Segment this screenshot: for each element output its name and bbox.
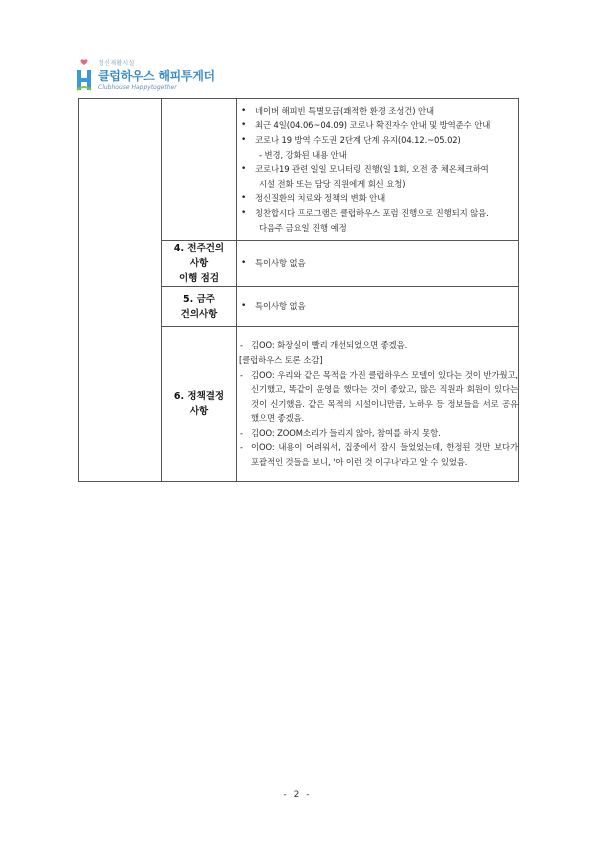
- row-label-line: 5. 금주: [183, 293, 215, 305]
- bullet-item: • 특이사항 없음: [237, 256, 518, 271]
- row-label: [162, 99, 237, 241]
- row-content: [237, 241, 519, 287]
- page-number: - 2 -: [283, 790, 312, 800]
- row-content: [237, 327, 519, 482]
- clubhouse-logo-mark-icon: [74, 58, 94, 92]
- opinion-item: - 김OO: 화장실이 빨리 개선되었으면 좋겠음.: [237, 338, 518, 353]
- bullet-item: • 정신질환의 치료와 정책의 변화 안내: [237, 191, 518, 206]
- row-content: [237, 99, 519, 241]
- row-label-line: 사항: [189, 406, 209, 417]
- left-margin-cell: [79, 99, 162, 482]
- row-label-line: 건의사항: [180, 308, 218, 320]
- row-label-line: 6. 정책결정: [173, 391, 225, 402]
- clubhouse-logo: [74, 54, 234, 96]
- row-label: [162, 241, 237, 287]
- list-item: 시설 전화 또는 담당 직원에게 회신 요청): [259, 178, 406, 189]
- logo-english-title: Clubhouse Happytogether: [98, 84, 177, 91]
- row-label-line: 이행 점검: [178, 273, 219, 284]
- row-label-line: 4. 전주건의: [173, 243, 225, 254]
- bullet-item: • 네이버 해피빈 특별모금(쾌적한 환경 조성건) 안내: [237, 104, 518, 119]
- list-item: - 변경, 강화된 내용 안내: [259, 149, 347, 160]
- opinion-item: - 이OO: 내용이 어려워서, 집중에서 잠시 들었었는데, 한정된 것만 보다가 포괄적인 것들을 보니, '아 이런 것 이구나'라고 알 수 있었음.: [237, 440, 518, 469]
- bullet-item: • 최근 4일(04.06~04.09) 코로나 확진자수 안내 및 방역준수 안내: [237, 118, 518, 133]
- minutes-table: [78, 98, 519, 482]
- table-row: [79, 99, 519, 241]
- row-content: [237, 287, 519, 327]
- row-label: [162, 327, 237, 482]
- opinion-item: - 김OO: ZOOM소리가 들리지 않아, 참여를 하지 못함.: [237, 426, 518, 441]
- row-label-line: 사항: [189, 258, 209, 269]
- bullet-item: • 코로나19 관련 일일 모니터링 진행(일 1회, 오전 중 체온체크하여: [237, 162, 518, 177]
- bullet-item: • 특이사항 없음: [237, 299, 518, 314]
- logo-subtitle: 정신재활시설: [98, 60, 135, 67]
- bullet-item: • 코로나 19 방역 수도권 2단계 단계 유지(04.12.~05.02): [237, 133, 518, 148]
- row-label: [162, 287, 237, 327]
- list-item: 다음주 금요일 진행 예정: [259, 222, 347, 233]
- opinion-item: - 김OO: 우리와 같은 목적을 가진 클럽하우스 모델이 있다는 것이 반가웠고, 신기했고, 똑같이 운영을 했다는 것이 좋았고, 많은 직원과 회원이 있다는 것이 신기했음. 같은 목적의 시설이니만큼, 노하우 등 정보들을 서로 공유 했으면 좋겠음.: [237, 368, 518, 426]
- logo-title: 클럽하우스 해피투게더: [98, 69, 215, 83]
- bullet-item: • 칭찬합시다 프로그램은 클럽하우스 포럼 진행으로 진행되지 않음.: [237, 206, 518, 221]
- list-item: [클럽하우스 토론 소감]: [239, 354, 323, 365]
